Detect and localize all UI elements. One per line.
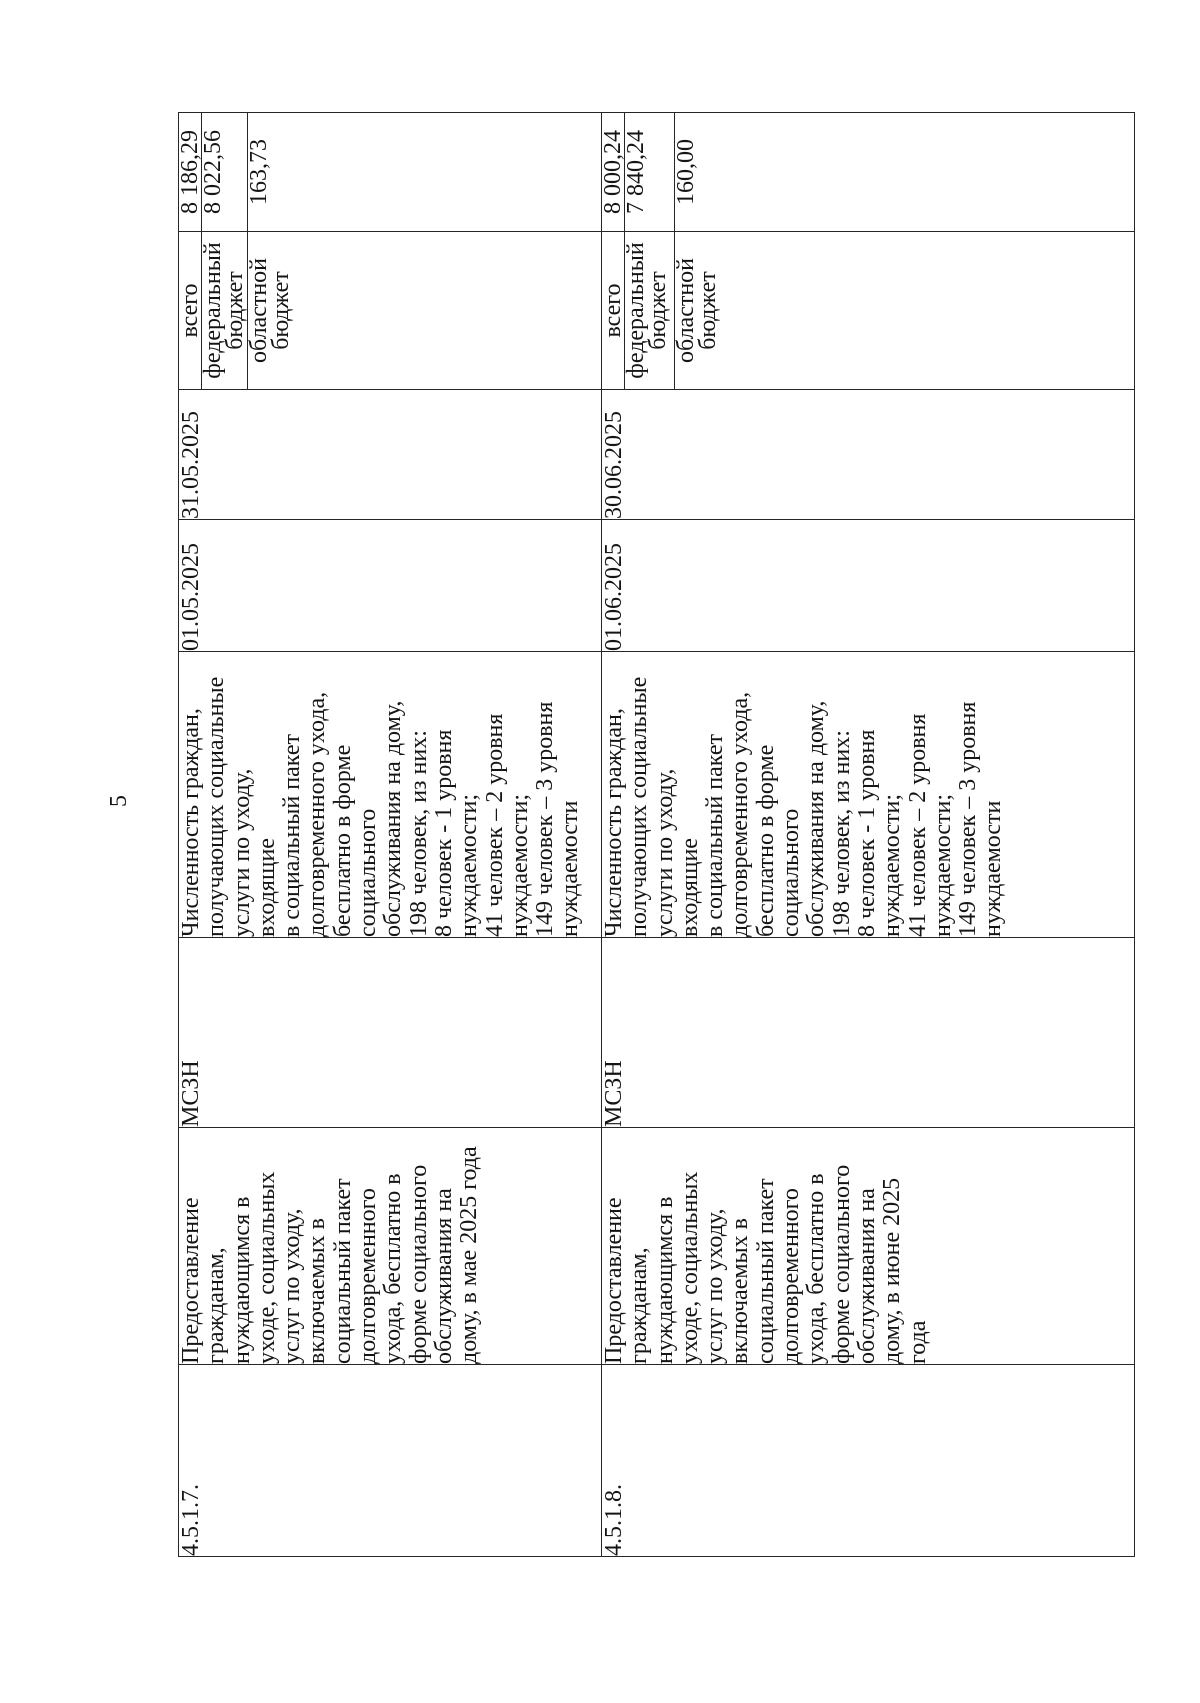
text-line: включаемых в — [727, 1217, 754, 1364]
text-line: форме социального — [828, 1164, 855, 1364]
text-line: нуждаемости — [980, 800, 1007, 937]
funding-source-line: всего — [177, 283, 203, 338]
text-line: гражданам, — [626, 1247, 653, 1364]
text-line: 41 человек – 2 уровня — [904, 713, 931, 937]
text-line: Предоставление — [601, 1197, 627, 1364]
end-date: 30.06.2025 — [601, 411, 627, 519]
table-row — [179, 113, 202, 1557]
indicator-cell — [179, 652, 602, 938]
text-line: услуги по уходу, — [651, 768, 678, 937]
text-line: гражданам, — [203, 1247, 230, 1364]
funding-amount: 163,73 — [246, 139, 272, 205]
text-line: уходе, социальных — [676, 1171, 703, 1364]
text-line: социального — [355, 808, 382, 937]
text-line: входящие — [676, 838, 703, 937]
funding-amount-cell — [248, 113, 602, 232]
text-line: обслуживания на дому, — [803, 700, 830, 937]
end-date: 31.05.2025 — [178, 411, 204, 519]
text-line: 149 человек – 3 уровня — [955, 701, 982, 937]
start-date: 01.05.2025 — [178, 543, 204, 651]
text-line: нуждающимся в — [651, 1196, 678, 1364]
text-line: 149 человек – 3 уровня — [532, 701, 559, 937]
indicator-cell — [602, 652, 1135, 938]
start-date-cell — [179, 520, 602, 652]
text-line: нуждаемости; — [456, 793, 483, 937]
executor: МСЗН — [178, 1060, 204, 1127]
executor: МСЗН — [601, 1060, 627, 1127]
text-line: услуг по уходу, — [279, 1208, 306, 1364]
text-line: обслуживания на — [430, 1188, 457, 1364]
text-line: Численность граждан, — [178, 708, 204, 937]
funding-source-line: бюджет — [695, 271, 721, 350]
start-date-cell — [602, 520, 1135, 652]
funding-source-cell — [675, 232, 1135, 390]
text-line: получающих социальные — [203, 676, 230, 937]
text-line: обслуживания на дому, — [380, 700, 407, 937]
text-line: нуждаемости; — [506, 793, 533, 937]
funding-amount-cell — [675, 113, 1135, 232]
text-line: 8 человек - 1 уровня — [853, 729, 880, 937]
funding-amount-cell — [202, 113, 248, 232]
text-line: 8 человек - 1 уровня — [430, 729, 457, 937]
text-line: уходе, социальных — [253, 1171, 280, 1364]
funding-amount-cell — [625, 113, 675, 232]
plan-table — [178, 112, 1135, 1557]
funding-amount-cell — [602, 113, 625, 232]
text-line: бесплатно в форме — [329, 744, 356, 937]
text-line: Предоставление — [178, 1197, 204, 1364]
item-number-cell — [602, 1365, 1135, 1557]
item-number: 4.5.1.7. — [178, 1484, 204, 1556]
text-line: нуждающимся в — [228, 1196, 255, 1364]
item-number: 4.5.1.8. — [601, 1484, 627, 1556]
text-line: Численность граждан, — [601, 708, 627, 937]
funding-source-line: областной — [673, 257, 699, 364]
text-line: долговременного — [355, 1188, 382, 1364]
funding-source-line: бюджет — [268, 271, 294, 350]
funding-amount: 8 000,24 — [600, 130, 626, 214]
text-line: долговременного ухода, — [304, 691, 331, 937]
text-line: 198 человек, из них: — [828, 730, 855, 937]
text-line: дому, в мае 2025 года — [456, 1146, 483, 1364]
table-row — [602, 113, 625, 1557]
text-line: включаемых в — [304, 1217, 331, 1364]
text-line: в социальный пакет — [702, 734, 729, 937]
text-line: долговременного ухода, — [727, 691, 754, 937]
funding-source-cell — [248, 232, 602, 390]
funding-source-line: федеральный — [200, 242, 226, 379]
text-line: дому, в июне 2025 — [879, 1177, 906, 1364]
text-line: нуждаемости; — [929, 793, 956, 937]
funding-amount: 160,00 — [673, 139, 699, 205]
text-line: социальный пакет — [329, 1178, 356, 1364]
text-line: года — [904, 1320, 931, 1364]
text-line: ухода, бесплатно в — [380, 1173, 407, 1364]
funding-source-cell — [602, 232, 625, 390]
funding-source-cell — [625, 232, 675, 390]
text-line: 41 человек – 2 уровня — [481, 713, 508, 937]
text-line: форме социального — [405, 1164, 432, 1364]
text-line: в социальный пакет — [279, 734, 306, 937]
text-line: нуждаемости — [557, 800, 584, 937]
text-line: ухода, бесплатно в — [803, 1173, 830, 1364]
text-line: обслуживания на — [853, 1188, 880, 1364]
end-date-cell — [602, 390, 1135, 520]
text-line: социальный пакет — [752, 1178, 779, 1364]
text-line: входящие — [253, 838, 280, 937]
funding-amount: 8 022,56 — [200, 130, 226, 214]
text-line: бесплатно в форме — [752, 744, 779, 937]
text-line: социального — [778, 808, 805, 937]
funding-source-cell — [179, 232, 202, 390]
text-line: 198 человек, из них: — [405, 730, 432, 937]
activity-description-cell — [179, 1128, 602, 1365]
funding-source-cell — [202, 232, 248, 390]
item-number-cell — [179, 1365, 602, 1557]
executor-cell — [602, 938, 1135, 1128]
text-line: долговременного — [778, 1188, 805, 1364]
page-number: 5 — [106, 795, 132, 807]
text-line: услуги по уходу, — [228, 768, 255, 937]
funding-amount: 8 186,29 — [177, 130, 203, 214]
funding-source-line: бюджет — [645, 271, 671, 350]
funding-source-line: федеральный — [623, 242, 649, 379]
funding-source-line: областной — [246, 257, 272, 364]
funding-source-line: бюджет — [222, 271, 248, 350]
text-line: получающих социальные — [626, 676, 653, 937]
funding-source-line: всего — [600, 283, 626, 338]
activity-description-cell — [602, 1128, 1135, 1365]
text-line: нуждаемости; — [879, 793, 906, 937]
text-line: услуг по уходу, — [702, 1208, 729, 1364]
end-date-cell — [179, 390, 602, 520]
executor-cell — [179, 938, 602, 1128]
funding-amount: 7 840,24 — [623, 130, 649, 214]
funding-amount-cell — [179, 113, 202, 232]
start-date: 01.06.2025 — [601, 543, 627, 651]
